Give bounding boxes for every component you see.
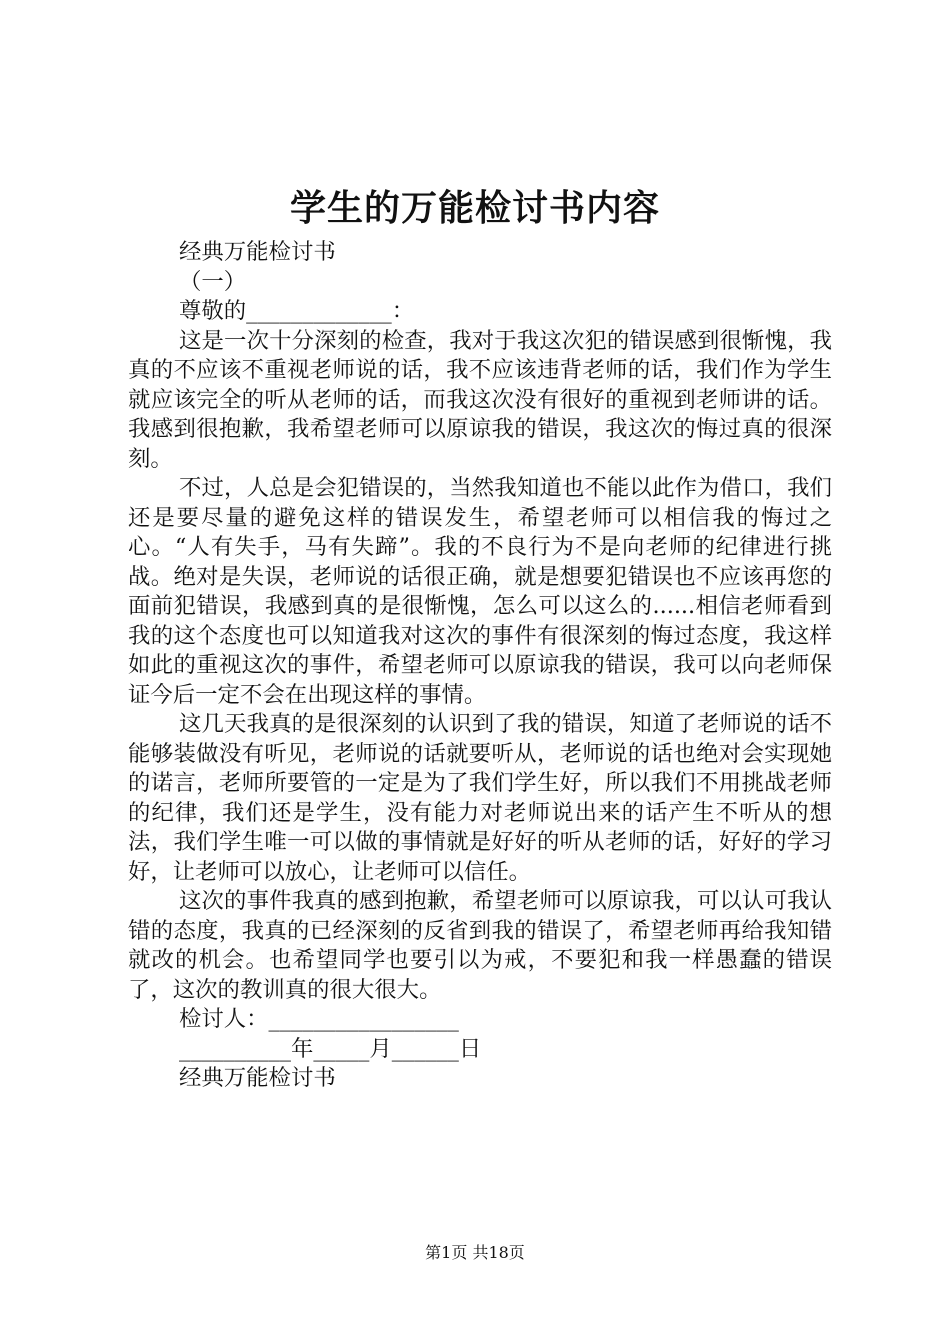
salutation: 尊敬的_____________： <box>179 298 415 324</box>
page-indicator: 第1页 共18页 <box>425 1243 525 1262</box>
paragraph-2: 不过，人总是会犯错误的，当然我知道也不能以此作为借口，我们还是要尽量的避免这样的错误发生，希望老师可以相信我的悔过之心。“人有失手，马有失蹄”。我的不良行为不是向老师的纪律进行挑战。绝对是失误，老师说的话很正确，就是想要犯错误也不应该再您的面前犯错误，我感到真的是很惭愧，怎么可以这么的......相信老师看到我的这个态度也可以知道我对这次的事件有很深刻的悔过态度，我这样如此的重视这次的事件，希望老师可以原谅我的错误，我可以向老师保证今后一定不会在出现这样的事情。 <box>128 475 832 708</box>
next-section-heading: 经典万能检讨书 <box>179 1065 336 1091</box>
signer-line: 检讨人：_________________ <box>179 1006 459 1032</box>
document-body <box>128 238 832 1094</box>
section-heading: 经典万能检讨书 <box>179 239 336 265</box>
section-number: （一） <box>179 268 247 295</box>
document-title: 学生的万能检讨书内容 <box>289 187 660 229</box>
date-line: __________年_____月______日 <box>179 1035 482 1062</box>
paragraph-4: 这次的事件我真的感到抱歉，希望老师可以原谅我，可以认可我认错的态度，我真的已经深刻的反省到我的错误了，希望老师再给我知错就改的机会。也希望同学也要引以为戒，不要犯和我一样愚蠢的错误了，这次的教训真的很大很大。 <box>128 888 832 1003</box>
paragraph-1: 这是一次十分深刻的检查，我对于我这次犯的错误感到很惭愧，我真的不应该不重视老师说的话，我不应该违背老师的话，我们作为学生就应该完全的听从老师的话，而我这次没有很好的重视到老师讲的话。我感到很抱歉，我希望老师可以原谅我的错误，我这次的悔过真的很深刻。 <box>128 327 832 472</box>
paragraph-3: 这几天我真的是很深刻的认识到了我的错误，知道了老师说的话不能够装做没有听见，老师说的话就要听从，老师说的话也绝对会实现她的诺言，老师所要管的一定是为了我们学生好，所以我们不用挑战老师的纪律，我们还是学生，没有能力对老师说出来的话产生不听从的想法，我们学生唯一可以做的事情就是好好的听从老师的话，好好的学习好，让老师可以放心，让老师可以信任。 <box>128 711 832 885</box>
